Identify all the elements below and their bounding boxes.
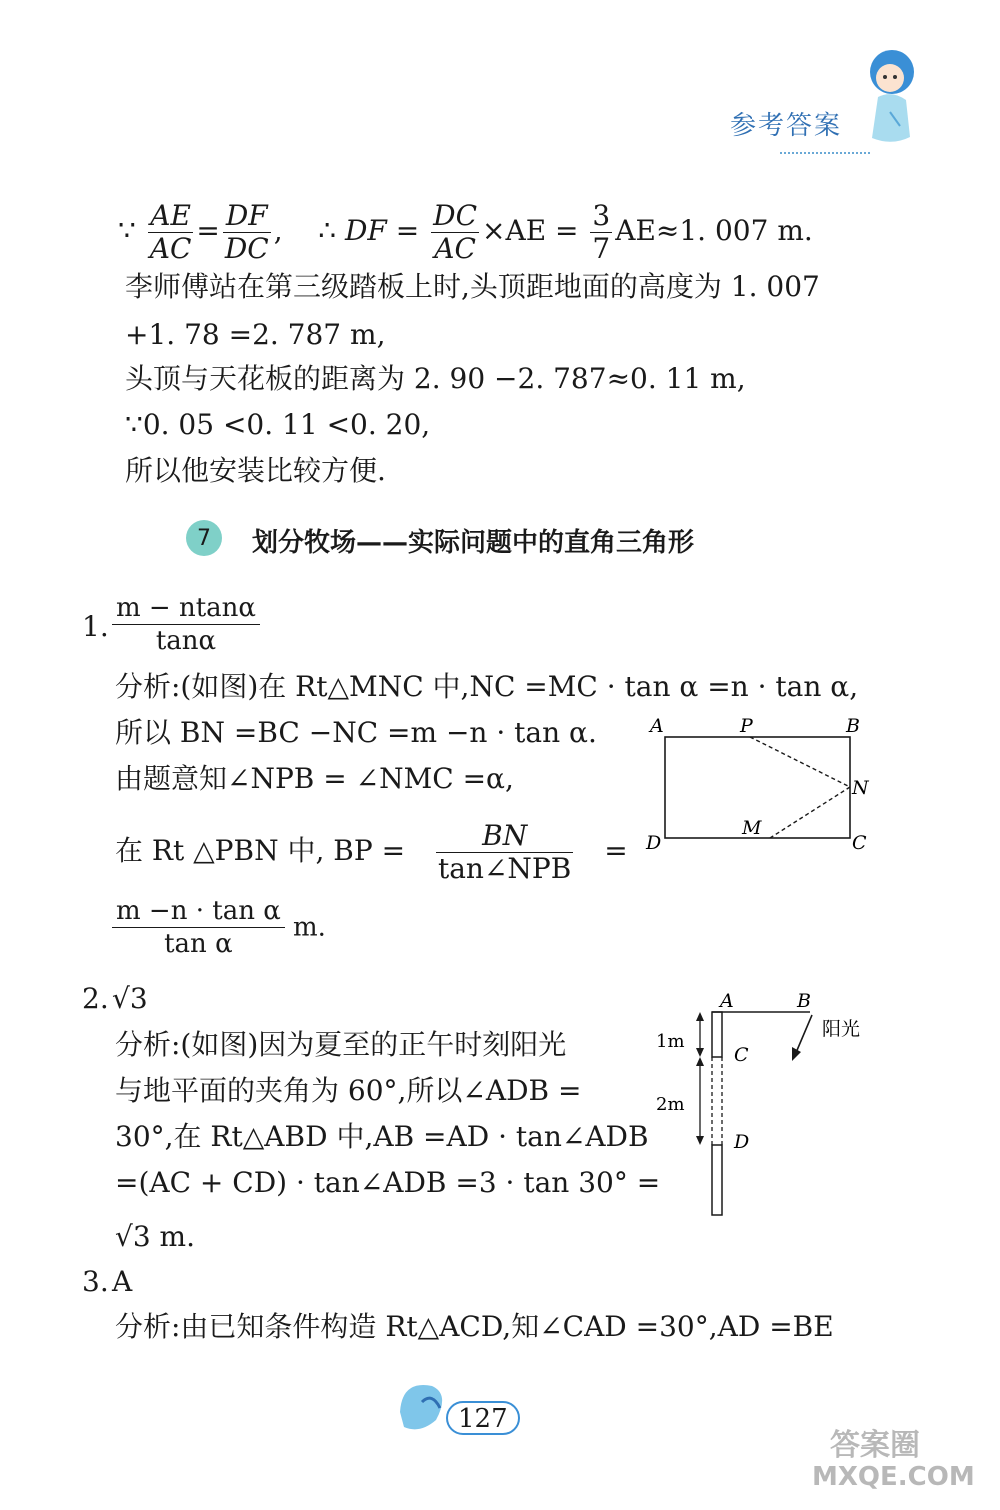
q1-label-P: P: [740, 715, 753, 737]
q1-label-A: A: [650, 715, 664, 737]
q1-label-C: C: [852, 832, 867, 854]
q3-analysis-1: 分析:由已知条件构造 Rt△ACD,知∠CAD =30°,AD =BE: [115, 1310, 834, 1343]
q1-analysis-1: 分析:(如图)在 Rt△MNC 中,NC =MC · tan α =n · tan α,: [115, 670, 859, 703]
q2-label-1m: 1m: [656, 1031, 685, 1052]
q2-analysis-5: √3 m.: [115, 1220, 196, 1253]
section-number-badge: 7: [186, 520, 222, 556]
section-title: 划分牧场——实际问题中的直角三角形: [252, 528, 695, 558]
watermark-site: MXQE.COM: [812, 1462, 975, 1492]
proof-line-5: ∵0. 05 <0. 11 <0. 20,: [125, 408, 431, 441]
watermark-logo: 答案圈: [830, 1428, 920, 1463]
q2-diagram: [650, 985, 880, 1225]
header-title: 参考答案: [730, 111, 843, 141]
proof-line-2: 李师傅站在第三级踏板上时,头顶距地面的高度为 1. 007: [125, 270, 820, 303]
q2-label-B: B: [797, 990, 811, 1012]
header-decoration: [780, 148, 870, 154]
q1-label-D: D: [646, 832, 662, 854]
q1-diagram: [640, 712, 880, 862]
q2-analysis-2: 与地平面的夹角为 60°,所以∠ADB =: [115, 1074, 582, 1107]
q2-label-2m: 2m: [656, 1094, 685, 1115]
q1-number: 1.: [82, 610, 109, 643]
proof-line-4: 头顶与天花板的距离为 2. 90 −2. 787≈0. 11 m,: [125, 362, 746, 395]
q2-label-A: A: [720, 990, 734, 1012]
q2-number: 2.: [82, 982, 109, 1015]
q1-analysis-3: 由题意知∠NPB = ∠NMC =α,: [115, 762, 514, 795]
q2-analysis-3: 30°,在 Rt△ABD 中,AB =AD · tan∠ADB: [115, 1120, 649, 1153]
q1-analysis-4: 在 Rt △PBN 中, BP = $\frac{BN}{\text{tan∠NPB}}$ =: [115, 819, 628, 885]
q1-analysis-5: $\frac{\text{m −n · tan α}}{\text{tan α}}$ m.: [112, 895, 326, 960]
page-number: 127: [458, 1404, 508, 1434]
q3-answer: A: [112, 1265, 133, 1298]
q1-analysis-2: 所以 BN =BC −NC =m −n · tan α.: [115, 716, 597, 749]
q2-label-D: D: [734, 1131, 750, 1153]
q1-label-N: N: [852, 777, 869, 799]
q1-label-M: M: [742, 817, 762, 839]
q2-label-C: C: [734, 1044, 749, 1066]
q1-answer: $\frac{m - ntan\alpha}{\tan\alpha}$: [112, 592, 260, 657]
q2-label-sun: 阳光: [822, 1018, 861, 1040]
q2-analysis-4: =(AC + CD) · tan∠ADB =3 · tan 30° =: [115, 1166, 661, 1199]
q2-analysis-1: 分析:(如图)因为夏至的正午时刻阳光: [115, 1028, 567, 1061]
proof-line-6: 所以他安装比较方便.: [125, 454, 386, 487]
proof-line-3: +1. 78 =2. 787 m,: [125, 318, 386, 351]
proof-line-1: ∵ $\frac{AE}{AC}$ = $\frac{DF}{DC}$ , ∴ DF = $\frac{DC}{AC}$ ×AE = $\frac{3}{7}$ AE≈1. 007 m.: [118, 199, 813, 265]
q1-label-B: B: [846, 715, 860, 737]
header-mascot-icon: [850, 42, 930, 152]
q3-number: 3.: [82, 1265, 109, 1298]
q2-answer: √3: [112, 982, 148, 1015]
